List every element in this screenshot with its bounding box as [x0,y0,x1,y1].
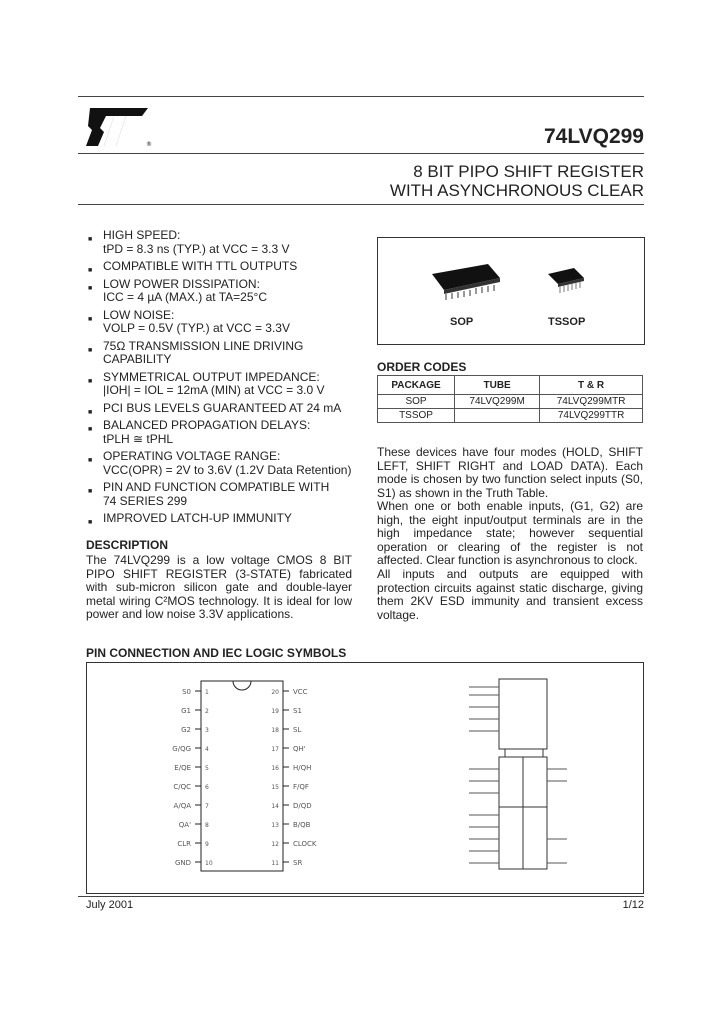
right-pin-number: 19 [271,708,279,715]
left-pin-name: A/QA [173,802,191,810]
order-codes-title: ORDER CODES [377,360,467,374]
feature-item: ■ COMPATIBLE WITH TTL OUTPUTS [88,259,298,274]
feature-item: ■ 75Ω TRANSMISSION LINE DRIVING CAPABILITY [88,338,304,366]
feature-item: ■ SYMMETRICAL OUTPUT IMPEDANCE: |IOH| = IOL = 12mA (MIN) at VCC = 3.0 V [88,369,325,397]
left-pin-number: 3 [205,727,209,734]
left-pin-number: 10 [205,860,213,867]
right-pin-name: VCC [293,688,308,696]
sop-package-image [426,260,504,302]
left-pin-number: 5 [205,765,209,772]
footer-rule [78,896,644,897]
footer-page: 1/12 [622,899,644,911]
right-pin-number: 20 [271,689,279,696]
right-paragraph-2: When one or both enable inputs, (G1, G2) are high, the eight input/output terminals are in the high impedance state; however sequential operation or clearing of the register is not affected. Clear function is asynchronous to clock. [377,499,643,567]
left-pin-number: 1 [205,689,209,696]
dip-pin-diagram [157,677,327,877]
subtitle-rule [78,204,644,205]
right-pin-number: 17 [271,746,279,753]
right-paragraph-1: These devices have four modes (HOLD, SHIFT LEFT, SHIFT RIGHT and LOAD DATA). Each mode is chosen by two function select inputs (S0, S1) as shown in the Truth Table. [377,445,643,500]
left-pin-name: CLR [177,840,191,848]
subtitle-line-1: 8 BIT PIPO SHIFT REGISTER [413,162,644,181]
right-pin-number: 15 [271,784,279,791]
left-pin-name: GND [174,859,191,867]
left-pin-name: E/QE [174,764,191,772]
st-logo [84,106,154,150]
sop-label: SOP [450,316,474,328]
pin-section-title: PIN CONNECTION AND IEC LOGIC SYMBOLS [86,646,347,660]
right-pin-number: 12 [271,841,279,848]
feature-item: ■ OPERATING VOLTAGE RANGE: VCC(OPR) = 2V to 3.6V (1.2V Data Retention) [88,449,352,477]
feature-item: ■ PIN AND FUNCTION COMPATIBLE WITH 74 SERIES 299 [88,480,330,508]
right-pin-name: D/QD [293,802,312,810]
right-pin-number: 18 [271,727,279,734]
feature-item: ■ HIGH SPEED: tPD = 8.3 ns (TYP.) at VCC = 3.3 V [88,228,290,256]
description-text: The 74LVQ299 is a low voltage CMOS 8 BIT PIPO SHIFT REGISTER (3-STATE) fabricated with sub-micron silicon gate and double-layer metal wiring C²MOS technology. It is ideal for low power and low noise 3.3V applications. [86,553,352,621]
svg-text:®: ® [146,141,152,148]
right-pin-number: 11 [271,860,279,867]
right-pin-name: H/QH [293,764,312,772]
left-pin-name: C/QC [173,783,191,791]
left-pin-number: 4 [205,746,209,753]
right-paragraph-3: All inputs and outputs are equipped with protection circuits against static discharge, giving them 2KV ESD immunity and transient excess voltage. [377,567,643,622]
left-pin-name: QA' [178,821,191,829]
left-pin-name: G1 [181,707,191,715]
tssop-package-image [544,264,588,298]
left-pin-name: G/QG [172,745,191,753]
left-pin-number: 9 [205,841,209,848]
right-pin-name: S1 [293,707,302,715]
feature-list [88,229,368,530]
top-rule [78,96,644,97]
feature-item: ■ PCI BUS LEVELS GUARANTEED AT 24 mA [88,400,342,416]
iec-logic-symbol [457,673,577,883]
subtitle-line-2: WITH ASYNCHRONOUS CLEAR [389,181,644,200]
table-header: TUBE [455,376,540,395]
table-row: TSSOP 74LVQ299TTR [378,409,643,423]
right-pin-name: F/QF [293,783,309,791]
left-pin-number: 6 [205,784,209,791]
right-pin-name: SR [293,859,303,867]
footer-date: July 2001 [86,899,134,911]
part-number: 74LVQ299 [543,125,644,148]
table-header-row [378,376,643,395]
right-pin-name: QH' [293,745,306,753]
feature-item: ■ BALANCED PROPAGATION DELAYS: tPLH ≅ tPHL [88,418,311,446]
feature-item: ■ IMPROVED LATCH-UP IMMUNITY [88,511,292,526]
left-pin-name: S0 [182,688,191,696]
left-pin-number: 2 [205,708,209,715]
pin-diagram-box [86,662,644,894]
left-pin-name: G2 [181,726,191,734]
package-box [377,237,645,345]
title-rule [78,153,644,154]
right-pin-name: B/QB [293,821,311,829]
right-pin-number: 13 [271,822,279,829]
order-codes-table [377,375,643,423]
right-pin-number: 14 [271,803,279,810]
right-pin-number: 16 [271,765,279,772]
table-header: T & R [540,376,643,395]
table-row: SOP 74LVQ299M 74LVQ299MTR [378,395,643,409]
feature-item: ■ LOW POWER DISSIPATION: ICC = 4 µA (MAX.) at TA=25°C [88,276,267,304]
feature-item: ■ LOW NOISE: VOLP = 0.5V (TYP.) at VCC = 3.3V [88,307,290,335]
left-pin-number: 8 [205,822,209,829]
left-pin-number: 7 [205,803,209,810]
tssop-label: TSSOP [548,316,586,328]
description-title: DESCRIPTION [86,538,169,552]
right-pin-name: SL [293,726,302,734]
right-pin-name: CLOCK [293,840,317,848]
table-header: PACKAGE [378,376,455,395]
